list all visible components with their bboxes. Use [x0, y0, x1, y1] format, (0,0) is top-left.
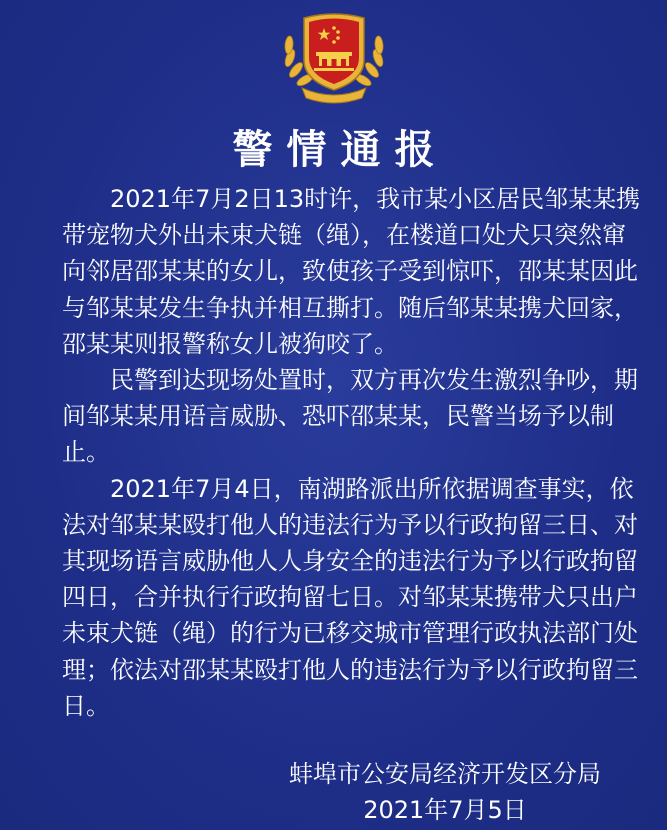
issue-date: 2021年7月5日 [363, 796, 527, 824]
issuing-organization: 蚌埠市公安局经济开发区分局 [289, 760, 601, 788]
document-title: 警情通报 [232, 127, 449, 173]
signature-block [260, 756, 630, 828]
paragraph-incident: 2021年7月2日13时许，我市某小区居民邹某某携带宠物犬外出未束犬链（绳），在楼道口处犬只突然窜向邻居邵某某的女儿，致使孩子受到惊吓，邵某某因此与邹某某发生争执并相互撕打。随后邹某某携犬回家，邵某某则报警称女儿被狗咬了。 [62, 185, 641, 358]
paragraph-penalty: 2021年7月4日，南湖路派出所依据调查事实，依法对邹某某殴打他人的违法行为予以行政拘留三日、对其现场语言威胁他人人身安全的违法行为予以行政拘留四日，合并执行行政拘留七日。对邹某某携带犬只出户未束犬链（绳）的行为已移交城市管理行政执法部门处理；依法对邵某某殴打他人的违法行为予以行政拘留三日。 [62, 474, 638, 720]
notice-body [62, 181, 646, 724]
paragraph-police-response: 民警到达现场处置时，双方再次发生激烈争吵，期间邹某某用语言威胁、恐吓邵某某，民警当场予以制止。 [62, 366, 638, 467]
police-badge-emblem-icon [276, 8, 392, 108]
